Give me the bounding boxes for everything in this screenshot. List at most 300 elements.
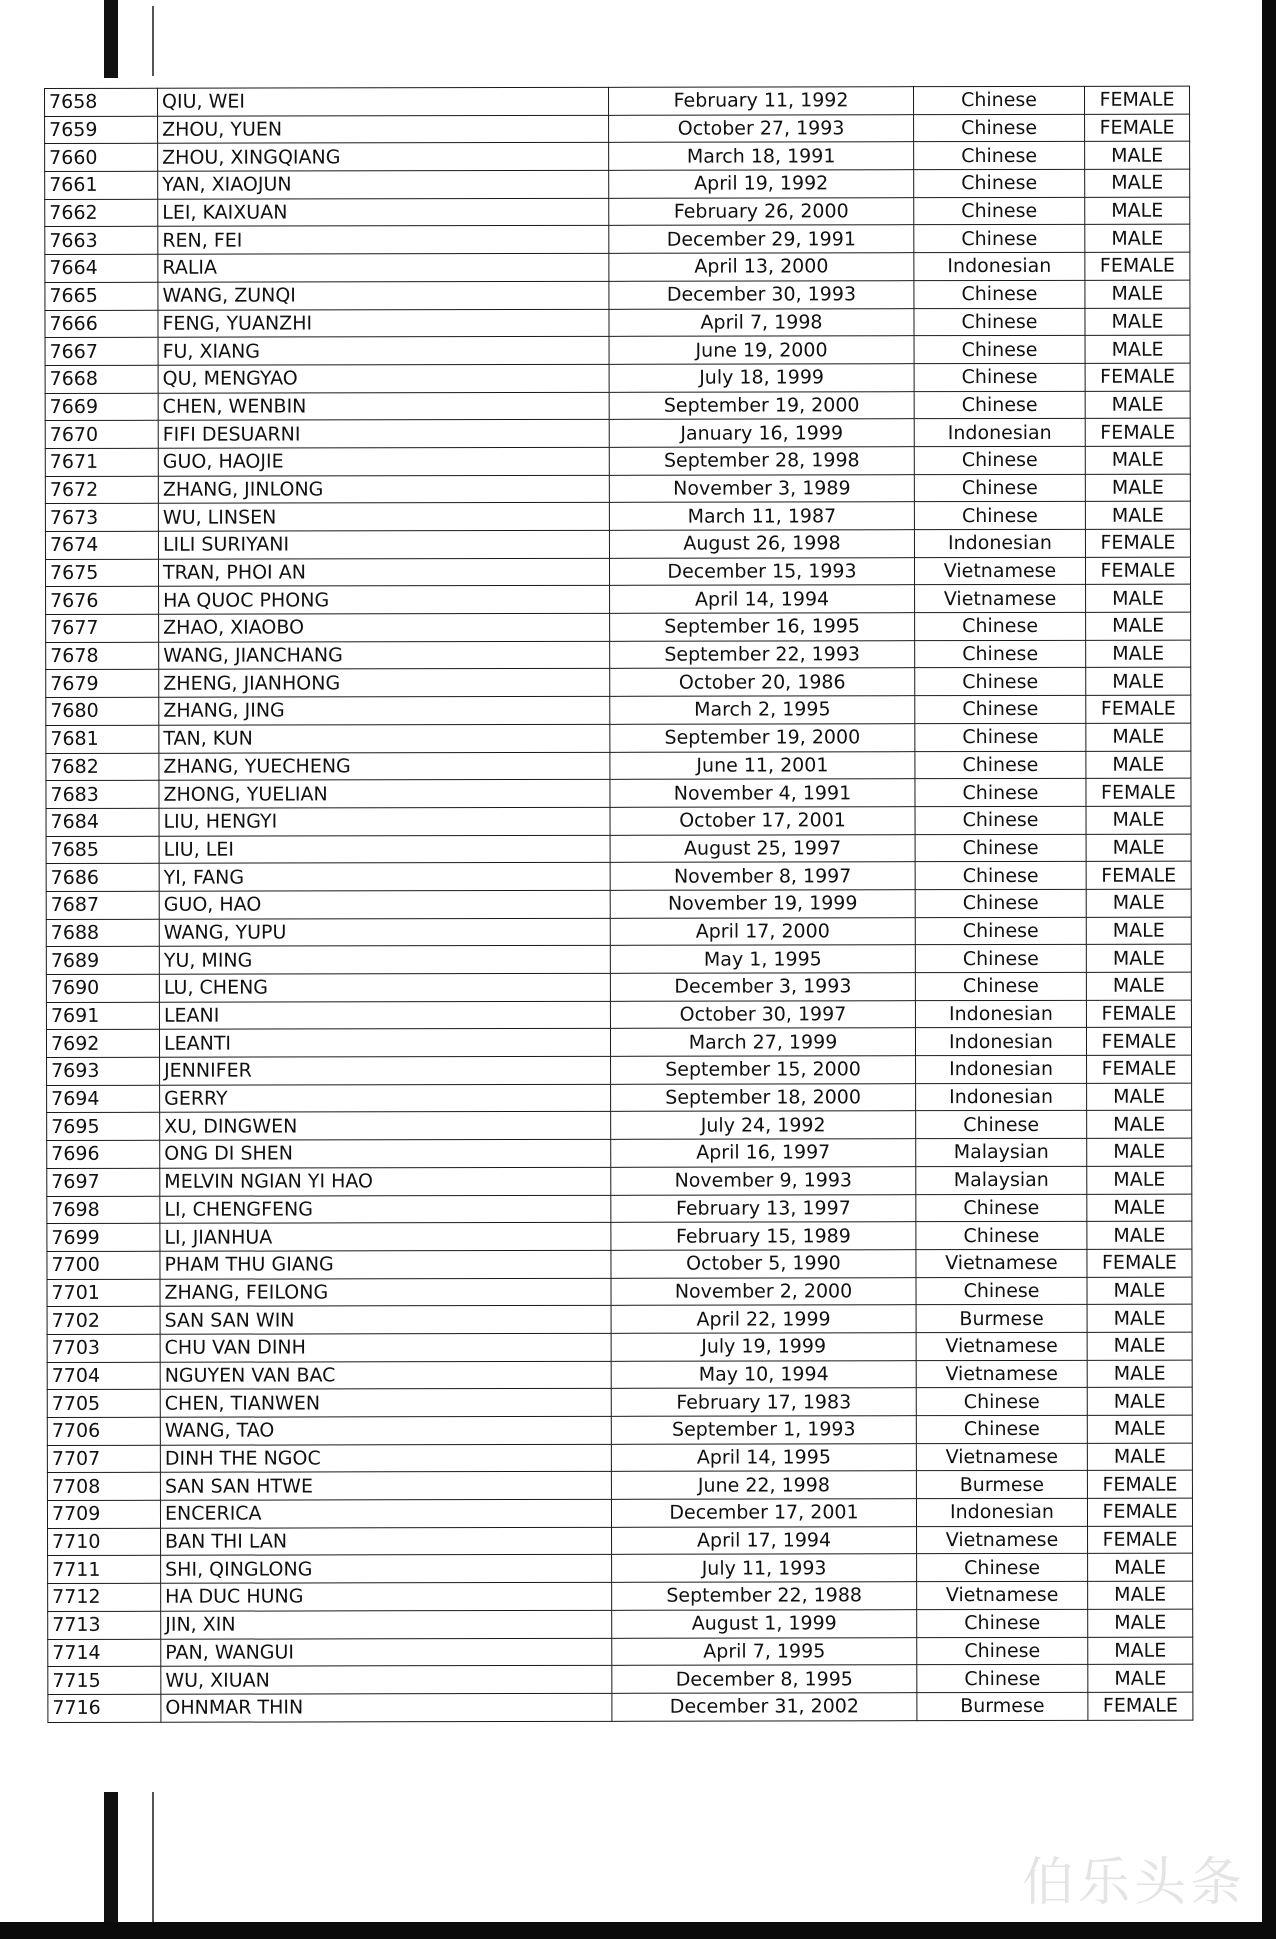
record-id-cell: 7672 [45,476,158,504]
nationality-cell: Chinese [914,336,1085,364]
nationality-cell: Chinese [916,1194,1087,1222]
sex-cell: MALE [1087,1221,1192,1249]
record-id-cell: 7714 [48,1639,161,1667]
table-row [45,335,1190,365]
sex-cell: FEMALE [1085,363,1190,391]
record-id-cell: 7702 [47,1307,160,1335]
sex-cell: MALE [1086,612,1191,640]
table-row [46,584,1191,614]
record-id-cell: 7662 [45,199,158,227]
name-cell: ZHAO, XIAOBO [159,613,610,642]
table-row [45,280,1190,310]
sex-cell: MALE [1087,1332,1192,1360]
name-cell: FENG, YUANZHI [158,309,609,338]
nationality-cell: Chinese [915,972,1086,1000]
sex-cell: MALE [1088,1637,1193,1665]
table-row [46,917,1191,947]
record-id-cell: 7664 [45,254,158,282]
table-row [46,668,1191,698]
nationality-cell: Chinese [914,114,1085,142]
roster-table [44,86,1193,1723]
date-of-birth-cell: August 26, 1998 [609,530,914,558]
record-id-cell: 7707 [47,1445,160,1473]
table-row [46,751,1191,781]
name-cell: LIU, HENGYI [159,807,610,836]
nationality-cell: Chinese [914,280,1085,308]
nationality-cell: Chinese [916,1277,1087,1305]
date-of-birth-cell: April 14, 1994 [610,585,915,613]
record-id-cell: 7674 [45,531,158,559]
date-of-birth-cell: January 16, 1999 [609,419,914,447]
sex-cell: MALE [1087,1360,1192,1388]
record-id-cell: 7660 [45,144,158,172]
date-of-birth-cell: December 17, 2001 [611,1499,916,1527]
record-id-cell: 7701 [47,1279,160,1307]
date-of-birth-cell: September 15, 2000 [611,1056,916,1084]
name-cell: PAN, WANGUI [161,1638,612,1667]
table-row [47,1055,1192,1085]
date-of-birth-cell: April 22, 1999 [611,1305,916,1333]
table-row [45,114,1190,144]
nationality-cell: Chinese [917,1637,1088,1665]
record-id-cell: 7678 [46,642,159,670]
record-id-cell: 7705 [47,1390,160,1418]
nationality-cell: Burmese [917,1692,1088,1720]
name-cell: WANG, YUPU [159,918,610,947]
name-cell: LIU, LEI [159,835,610,864]
record-id-cell: 7711 [48,1556,161,1584]
table-row [48,1637,1193,1667]
sex-cell: FEMALE [1085,252,1190,280]
sex-cell: MALE [1085,225,1190,253]
sex-cell: MALE [1087,1443,1192,1471]
name-cell: TRAN, PHOI AN [158,558,609,587]
sex-cell: FEMALE [1085,418,1190,446]
nationality-cell: Vietnamese [917,1526,1088,1554]
table-row [47,1138,1192,1168]
table-row [47,1221,1192,1251]
table-row [45,308,1190,338]
date-of-birth-cell: September 22, 1993 [610,640,915,668]
sex-cell: MALE [1085,474,1190,502]
name-cell: JIN, XIN [161,1610,612,1639]
sex-cell: FEMALE [1087,1498,1192,1526]
table-row [46,889,1191,919]
date-of-birth-cell: November 8, 1997 [610,862,915,890]
table-row [46,944,1191,974]
date-of-birth-cell: October 30, 1997 [610,1000,915,1028]
record-id-cell: 7673 [45,504,158,532]
nationality-cell: Chinese [914,446,1085,474]
sex-cell: MALE [1085,446,1190,474]
table-row [45,169,1190,199]
table-row [45,418,1190,448]
nationality-cell: Indonesian [915,1000,1086,1028]
scan-edge-bottom [0,1922,1276,1939]
name-cell: LU, CHENG [159,973,610,1002]
name-cell: RALIA [158,253,609,282]
sex-cell: MALE [1086,944,1191,972]
date-of-birth-cell: February 13, 1997 [611,1194,916,1222]
sex-cell: FEMALE [1085,557,1190,585]
record-id-cell: 7697 [47,1168,160,1196]
record-id-cell: 7671 [45,448,158,476]
nationality-cell: Indonesian [916,1498,1087,1526]
table-row [45,446,1190,476]
nationality-cell: Vietnamese [916,1249,1087,1277]
date-of-birth-cell: September 19, 2000 [610,723,915,751]
nationality-cell: Chinese [914,502,1085,530]
date-of-birth-cell: April 17, 1994 [612,1526,917,1554]
name-cell: FU, XIANG [158,337,609,366]
name-cell: SAN SAN HTWE [160,1472,611,1501]
date-of-birth-cell: June 22, 1998 [611,1471,916,1499]
table-row [47,1415,1192,1445]
sex-cell: FEMALE [1086,1000,1191,1028]
record-id-cell: 7677 [46,614,159,642]
sex-cell: MALE [1086,751,1191,779]
table-row [47,1277,1192,1307]
record-id-cell: 7703 [47,1334,160,1362]
name-cell: SAN SAN WIN [160,1306,611,1335]
date-of-birth-cell: September 22, 1988 [612,1582,917,1610]
sex-cell: MALE [1086,889,1191,917]
table-row [47,1111,1192,1141]
sex-cell: MALE [1085,197,1190,225]
name-cell: GERRY [160,1084,611,1113]
date-of-birth-cell: August 1, 1999 [612,1609,917,1637]
table-row [47,1304,1192,1334]
name-cell: GUO, HAO [159,890,610,919]
date-of-birth-cell: November 2, 2000 [611,1277,916,1305]
nationality-cell: Chinese [916,1222,1087,1250]
name-cell: YAN, XIAOJUN [158,170,609,199]
nationality-cell: Chinese [915,945,1086,973]
name-cell: ZHANG, YUECHENG [159,752,610,781]
record-id-cell: 7681 [46,725,159,753]
table-row [45,86,1190,116]
date-of-birth-cell: September 28, 1998 [609,447,914,475]
nationality-cell: Indonesian [914,529,1085,557]
record-id-cell: 7699 [47,1223,160,1251]
nationality-cell: Indonesian [915,1028,1086,1056]
nationality-cell: Chinese [915,723,1086,751]
table-row [45,474,1190,504]
nationality-cell: Chinese [917,1665,1088,1693]
record-id-cell: 7692 [46,1030,159,1058]
date-of-birth-cell: October 20, 1986 [610,668,915,696]
watermark-text: 伯乐头条 [1021,1853,1246,1913]
table-row [46,806,1191,836]
nationality-cell: Vietnamese [916,1360,1087,1388]
sex-cell: MALE [1087,1277,1192,1305]
table-row [47,1194,1192,1224]
sex-cell: MALE [1087,1194,1192,1222]
date-of-birth-cell: February 11, 1992 [608,87,913,115]
record-id-cell: 7663 [45,227,158,255]
sex-cell: MALE [1085,280,1190,308]
record-id-cell: 7665 [45,282,158,310]
nationality-cell: Burmese [916,1305,1087,1333]
nationality-cell: Chinese [915,917,1086,945]
table-row [46,1000,1191,1030]
nationality-cell: Chinese [914,363,1085,391]
nationality-cell: Vietnamese [916,1443,1087,1471]
nationality-cell: Indonesian [914,419,1085,447]
nationality-cell: Chinese [915,640,1086,668]
nationality-cell: Chinese [915,695,1086,723]
name-cell: QU, MENGYAO [158,364,609,393]
name-cell: CHEN, TIANWEN [160,1389,611,1418]
nationality-cell: Chinese [917,1609,1088,1637]
name-cell: LEANTI [159,1029,610,1058]
nationality-cell: Chinese [914,169,1085,197]
record-id-cell: 7670 [45,421,158,449]
name-cell: REN, FEI [158,226,609,255]
record-id-cell: 7661 [45,171,158,199]
table-row [45,363,1190,393]
name-cell: WU, XIUAN [161,1666,612,1695]
sex-cell: MALE [1086,668,1191,696]
record-id-cell: 7679 [46,670,159,698]
date-of-birth-cell: May 10, 1994 [611,1360,916,1388]
nationality-cell: Chinese [915,668,1086,696]
sex-cell: FEMALE [1088,1692,1193,1720]
date-of-birth-cell: April 14, 1995 [611,1443,916,1471]
record-id-cell: 7704 [47,1362,160,1390]
scan-rule-mark-top [152,6,154,76]
nationality-cell: Chinese [915,612,1086,640]
table-row [46,834,1191,864]
table-row [45,197,1190,227]
sex-cell: FEMALE [1087,1470,1192,1498]
date-of-birth-cell: February 26, 2000 [609,197,914,225]
table-row [45,252,1190,282]
date-of-birth-cell: November 19, 1999 [610,890,915,918]
name-cell: CHU VAN DINH [160,1333,611,1362]
nationality-cell: Chinese [914,308,1085,336]
date-of-birth-cell: October 5, 1990 [611,1250,916,1278]
date-of-birth-cell: October 17, 2001 [610,807,915,835]
sex-cell: MALE [1086,584,1191,612]
date-of-birth-cell: December 30, 1993 [609,280,914,308]
table-row [45,557,1190,587]
record-id-cell: 7710 [48,1528,161,1556]
name-cell: ONG DI SHEN [160,1139,611,1168]
table-row [45,141,1190,171]
table-row [47,1332,1192,1362]
table-row [46,612,1191,642]
table-row [47,1498,1192,1528]
record-id-cell: 7683 [46,780,159,808]
sex-cell: FEMALE [1087,1249,1192,1277]
sex-cell: FEMALE [1086,695,1191,723]
name-cell: YU, MING [159,946,610,975]
name-cell: WANG, JIANCHANG [159,641,610,670]
nationality-cell: Indonesian [914,252,1085,280]
table-row [47,1470,1192,1500]
name-cell: ENCERICA [160,1499,611,1528]
record-id-cell: 7713 [48,1611,161,1639]
sex-cell: MALE [1085,308,1190,336]
name-cell: JENNIFER [160,1056,611,1085]
nationality-cell: Chinese [914,142,1085,170]
record-id-cell: 7684 [46,808,159,836]
scan-binding-mark-bottom [104,1792,118,1932]
date-of-birth-cell: June 11, 2001 [610,751,915,779]
date-of-birth-cell: July 19, 1999 [611,1333,916,1361]
table-row [46,778,1191,808]
date-of-birth-cell: December 8, 1995 [612,1665,917,1693]
sex-cell: FEMALE [1086,778,1191,806]
date-of-birth-cell: September 16, 1995 [610,613,915,641]
sex-cell: MALE [1086,834,1191,862]
date-of-birth-cell: April 7, 1995 [612,1637,917,1665]
sex-cell: MALE [1086,917,1191,945]
date-of-birth-cell: December 15, 1993 [609,557,914,585]
record-id-cell: 7693 [47,1057,160,1085]
name-cell: LI, JIANHUA [160,1223,611,1252]
table-row [46,723,1191,753]
date-of-birth-cell: July 11, 1993 [612,1554,917,1582]
table-row [45,391,1190,421]
name-cell: WU, LINSEN [158,503,609,532]
scan-rule-mark-bottom [152,1792,154,1932]
nationality-cell: Vietnamese [916,1332,1087,1360]
nationality-cell: Vietnamese [915,585,1086,613]
name-cell: YI, FANG [159,863,610,892]
name-cell: ZHANG, JING [159,696,610,725]
table-row [46,972,1191,1002]
table-row [47,1249,1192,1279]
sex-cell: MALE [1087,1166,1192,1194]
date-of-birth-cell: July 18, 1999 [609,364,914,392]
date-of-birth-cell: February 15, 1989 [611,1222,916,1250]
record-id-cell: 7682 [46,753,159,781]
record-id-cell: 7669 [45,393,158,421]
name-cell: MELVIN NGIAN YI HAO [160,1167,611,1196]
date-of-birth-cell: April 16, 1997 [611,1139,916,1167]
sex-cell: MALE [1088,1581,1193,1609]
name-cell: NGUYEN VAN BAC [160,1361,611,1390]
table-row [46,695,1191,725]
name-cell: HA DUC HUNG [161,1582,612,1611]
table-row [48,1581,1193,1611]
record-id-cell: 7676 [46,587,159,615]
record-id-cell: 7698 [47,1196,160,1224]
name-cell: WANG, TAO [160,1416,611,1445]
name-cell: ZHANG, JINLONG [158,475,609,504]
table-row [46,640,1191,670]
record-id-cell: 7668 [45,365,158,393]
table-row [47,1387,1192,1417]
name-cell: QIU, WEI [158,87,609,116]
sex-cell: MALE [1086,806,1191,834]
date-of-birth-cell: August 25, 1997 [610,834,915,862]
record-id-cell: 7687 [46,891,159,919]
sex-cell: MALE [1087,1387,1192,1415]
record-id-cell: 7696 [47,1140,160,1168]
name-cell: ZHOU, YUEN [158,115,609,144]
sex-cell: MALE [1085,169,1190,197]
record-id-cell: 7689 [46,947,159,975]
nationality-cell: Vietnamese [917,1581,1088,1609]
nationality-cell: Chinese [914,391,1085,419]
nationality-cell: Malaysian [916,1166,1087,1194]
sex-cell: MALE [1088,1609,1193,1637]
nationality-cell: Indonesian [916,1083,1087,1111]
nationality-cell: Chinese [914,474,1085,502]
date-of-birth-cell: April 17, 2000 [610,917,915,945]
record-id-cell: 7690 [46,974,159,1002]
nationality-cell: Chinese [916,1388,1087,1416]
record-id-cell: 7712 [48,1583,161,1611]
sex-cell: MALE [1085,141,1190,169]
name-cell: ZHOU, XINGQIANG [158,143,609,172]
sex-cell: MALE [1085,501,1190,529]
date-of-birth-cell: November 3, 1989 [609,474,914,502]
sex-cell: MALE [1085,391,1190,419]
date-of-birth-cell: September 1, 1993 [611,1416,916,1444]
sex-cell: MALE [1087,1304,1192,1332]
date-of-birth-cell: December 3, 1993 [610,973,915,1001]
name-cell: LEANI [159,1001,610,1030]
name-cell: LEI, KAIXUAN [158,198,609,227]
name-cell: SHI, QINGLONG [161,1555,612,1584]
date-of-birth-cell: June 19, 2000 [609,336,914,364]
date-of-birth-cell: September 18, 2000 [611,1083,916,1111]
sex-cell: MALE [1086,640,1191,668]
name-cell: ZHANG, FEILONG [160,1278,611,1307]
nationality-cell: Chinese [915,751,1086,779]
nationality-cell: Chinese [915,862,1086,890]
name-cell: ZHENG, JIANHONG [159,669,610,698]
sex-cell: MALE [1087,1111,1192,1139]
date-of-birth-cell: February 17, 1983 [611,1388,916,1416]
table-row [47,1443,1192,1473]
date-of-birth-cell: March 27, 1999 [610,1028,915,1056]
table-row [48,1692,1193,1722]
date-of-birth-cell: July 24, 1992 [611,1111,916,1139]
date-of-birth-cell: November 9, 1993 [611,1166,916,1194]
nationality-cell: Chinese [915,806,1086,834]
name-cell: TAN, KUN [159,724,610,753]
record-id-cell: 7658 [45,88,158,116]
date-of-birth-cell: March 2, 1995 [610,696,915,724]
record-id-cell: 7715 [48,1666,161,1694]
record-id-cell: 7667 [45,337,158,365]
sex-cell: MALE [1087,1138,1192,1166]
table-row [46,861,1191,891]
sex-cell: MALE [1088,1664,1193,1692]
nationality-cell: Indonesian [916,1055,1087,1083]
name-cell: GUO, HAOJIE [158,447,609,476]
nationality-cell: Vietnamese [914,557,1085,585]
roster-table-body [45,86,1193,1722]
table-row [45,529,1190,559]
sex-cell: MALE [1087,1083,1192,1111]
name-cell: OHNMAR THIN [161,1693,612,1722]
name-cell: FIFI DESUARNI [158,420,609,449]
record-id-cell: 7709 [47,1500,160,1528]
sex-cell: FEMALE [1085,529,1190,557]
record-id-cell: 7666 [45,310,158,338]
table-row [46,1027,1191,1057]
date-of-birth-cell: December 29, 1991 [609,225,914,253]
sex-cell: FEMALE [1087,1055,1192,1083]
sex-cell: FEMALE [1086,861,1191,889]
table-row [47,1083,1192,1113]
